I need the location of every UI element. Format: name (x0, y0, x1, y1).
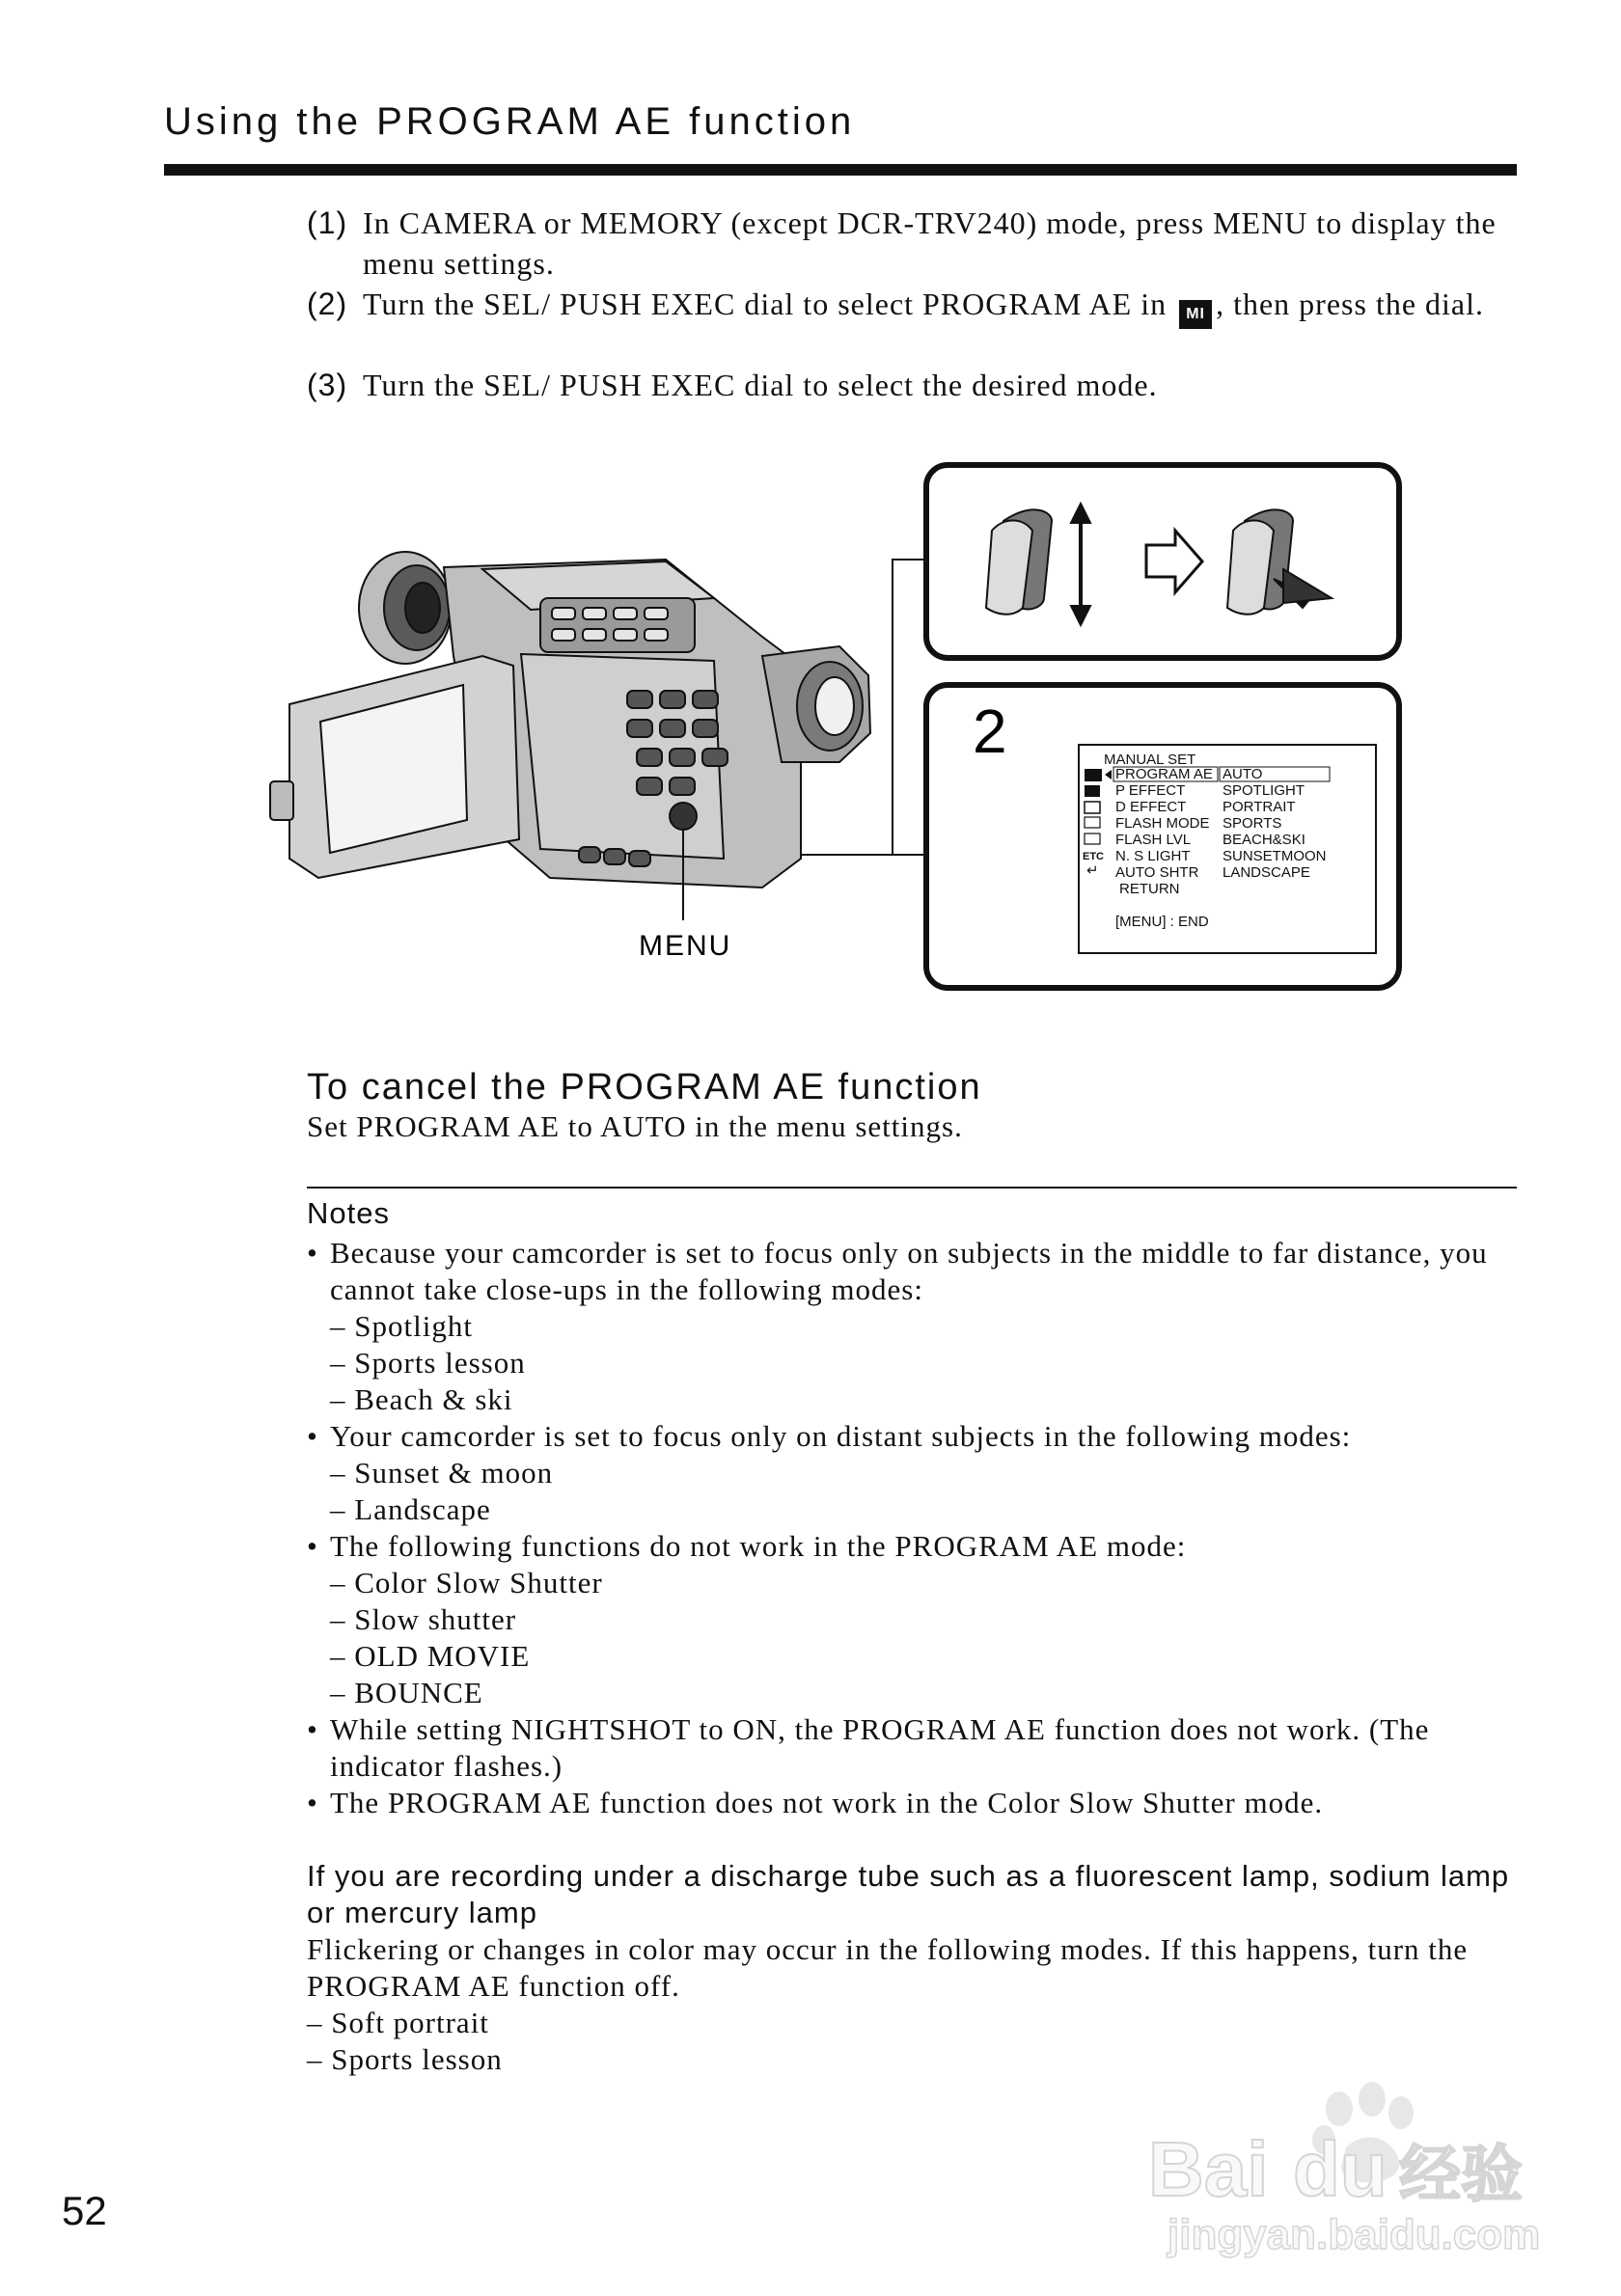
menu-item-auto-shtr: AUTO SHTR (1115, 864, 1199, 881)
notes-list (307, 1235, 1523, 1821)
camcorder-icon (270, 552, 870, 888)
flicker-section-heading: If you are recording under a discharge tube such as a fluorescent lamp, sodium lamp or mercury lamp (307, 1859, 1510, 1929)
header-rule (164, 164, 1517, 176)
vcr-set-icon (1085, 817, 1100, 828)
note-sub-item: – Beach & ski (330, 1382, 513, 1416)
menu-button-icon (670, 803, 697, 830)
menu-screen-title: MANUAL SET (1104, 752, 1196, 768)
flicker-item: – Sports lesson (307, 2042, 503, 2076)
note-sub-item: – Sports lesson (330, 1346, 526, 1380)
step-1-text: In CAMERA or MEMORY (except DCR-TRV240) mode, press MENU to display the menu settings. (363, 205, 1497, 281)
etc-icon: ETC (1083, 851, 1104, 862)
option-spotlight: SPOTLIGHT (1223, 782, 1305, 799)
option-auto: AUTO (1223, 766, 1263, 782)
step-2-text-before: Turn the SEL/ PUSH EXEC dial to select PROGRAM AE in (363, 287, 1168, 321)
cancel-section-text: Set PROGRAM AE to AUTO in the menu settings. (307, 1109, 963, 1143)
page-header-title: Using the PROGRAM AE function (164, 100, 856, 143)
return-icon: ↵ (1086, 862, 1099, 879)
page-number: 52 (62, 2188, 107, 2233)
option-sports: SPORTS (1223, 815, 1282, 832)
step-2-number: (2) (307, 287, 348, 321)
camera-set-icon (1085, 785, 1100, 797)
watermark-brand-2: du (1293, 2126, 1387, 2212)
note-sub-item: – Sunset & moon (330, 1456, 554, 1490)
menu-item-return: RETURN (1119, 881, 1180, 897)
step-3-number: (3) (307, 368, 348, 402)
flicker-section-text: Flickering or changes in color may occur in the following modes. If this happens, turn the PROGRAM AE function off. (307, 1932, 1469, 2003)
manual-set-icon (1085, 769, 1102, 781)
notes-rule (307, 1187, 1517, 1189)
note-sub-item: – Spotlight (330, 1309, 473, 1343)
baidu-jingyan-watermark (1148, 2051, 1553, 2263)
menu-item-p-effect: P EFFECT (1115, 782, 1186, 799)
watermark-brand: Bai (1148, 2126, 1269, 2212)
watermark-url: jingyan.baidu.com (1168, 2211, 1541, 2258)
note-item: • Because your camcorder is set to focus only on subjects in the middle to far distance, you cannot take close-ups in the following modes: (307, 1235, 1523, 1308)
option-sunset-moon: SUNSETMOON (1223, 848, 1327, 864)
step-2-text-wrap (307, 284, 1523, 329)
note-sub-item: – BOUNCE (330, 1676, 483, 1709)
menu-item-d-effect: D EFFECT (1115, 799, 1187, 815)
step-2 (307, 284, 1523, 329)
manual-settings-menu-icon: MI (1179, 300, 1212, 329)
step-3 (307, 365, 1523, 405)
note-item: • The PROGRAM AE function does not work in the Color Slow Shutter mode. (307, 1785, 1523, 1821)
lcd-set-icon (1085, 834, 1100, 844)
menu-item-ns-light: N. S LIGHT (1115, 848, 1191, 864)
step-1-number: (1) (307, 205, 348, 240)
step-1 (307, 203, 1523, 284)
note-item: • The following functions do not work in the PROGRAM AE mode: (307, 1528, 1523, 1565)
option-beach-ski: BEACH&SKI (1223, 832, 1305, 848)
notes-label: Notes (307, 1196, 390, 1230)
menu-item-flash-lvl: FLASH LVL (1115, 832, 1192, 848)
menu-label: MENU (639, 930, 732, 962)
step-number-label: 2 (973, 697, 1007, 766)
flicker-item: – Soft portrait (307, 2006, 489, 2039)
note-sub-item: – Landscape (330, 1492, 491, 1526)
connector-line-top (888, 560, 926, 855)
option-landscape: LANDSCAPE (1223, 864, 1310, 881)
note-item: • Your camcorder is set to focus only on distant subjects in the following modes: (307, 1418, 1523, 1455)
note-sub-item: – Color Slow Shutter (330, 1566, 603, 1599)
watermark-cn: 经验 (1399, 2140, 1523, 2211)
menu-screen-footer: [MENU] : END (1115, 914, 1209, 930)
option-portrait: PORTRAIT (1223, 799, 1296, 815)
menu-item-program-ae: PROGRAM AE (1115, 766, 1213, 782)
note-sub-item: – Slow shutter (330, 1602, 517, 1636)
picture-effect-icon (1085, 802, 1100, 813)
note-sub-item: – OLD MOVIE (330, 1639, 531, 1673)
menu-item-flash-mode: FLASH MODE (1115, 815, 1210, 832)
cancel-section-heading: To cancel the PROGRAM AE function (307, 1067, 982, 1107)
step-3-text: Turn the SEL/ PUSH EXEC dial to select the desired mode. (363, 368, 1158, 402)
step-2-text-after: , then press the dial. (1216, 287, 1485, 321)
note-item: • While setting NIGHTSHOT to ON, the PROGRAM AE function does not work. (The indicator flashes.) (307, 1711, 1523, 1785)
camcorder-illustration (261, 453, 1418, 1013)
